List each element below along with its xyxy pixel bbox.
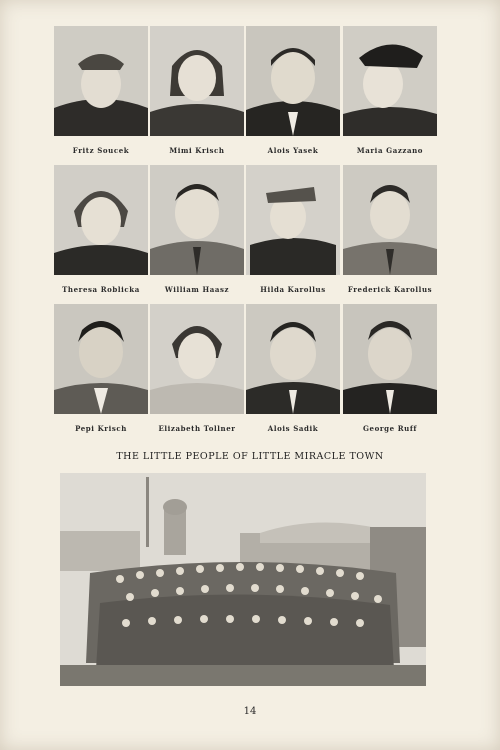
portrait-photo	[54, 304, 148, 414]
portrait-caption: Theresa Roblicka	[62, 285, 140, 294]
portrait-photo	[246, 304, 340, 414]
portrait-photo	[246, 26, 340, 136]
portrait-photo	[343, 165, 437, 275]
portrait-caption: Elizabeth Tollner	[158, 424, 236, 433]
portrait-caption: Hilda Karollus	[260, 285, 326, 294]
portrait-caption: Mimi Krisch	[169, 146, 225, 155]
portrait-photo	[246, 165, 340, 275]
portrait-photo	[54, 26, 148, 136]
portrait-photo	[150, 26, 244, 136]
portrait-caption: William Haasz	[164, 285, 230, 294]
portrait-caption: Pepi Krisch	[75, 424, 127, 433]
group-photo	[60, 473, 426, 686]
portrait-caption: Maria Gazzano	[356, 146, 424, 155]
portrait-photo	[150, 304, 244, 414]
portrait-caption: Fritz Soucek	[72, 146, 130, 155]
portrait-caption: George Ruff	[362, 424, 418, 433]
page-number: 14	[243, 706, 257, 717]
portrait-photo	[54, 165, 148, 275]
portrait-caption: Alois Sadik	[267, 424, 319, 433]
portrait-photo	[343, 26, 437, 136]
section-heading: THE LITTLE PEOPLE OF LITTLE MIRACLE TOWN	[116, 451, 384, 462]
portrait-photo	[343, 304, 437, 414]
portrait-photo	[150, 165, 244, 275]
portrait-caption: Frederick Karollus	[347, 285, 433, 294]
portrait-caption: Alois Yasek	[267, 146, 319, 155]
